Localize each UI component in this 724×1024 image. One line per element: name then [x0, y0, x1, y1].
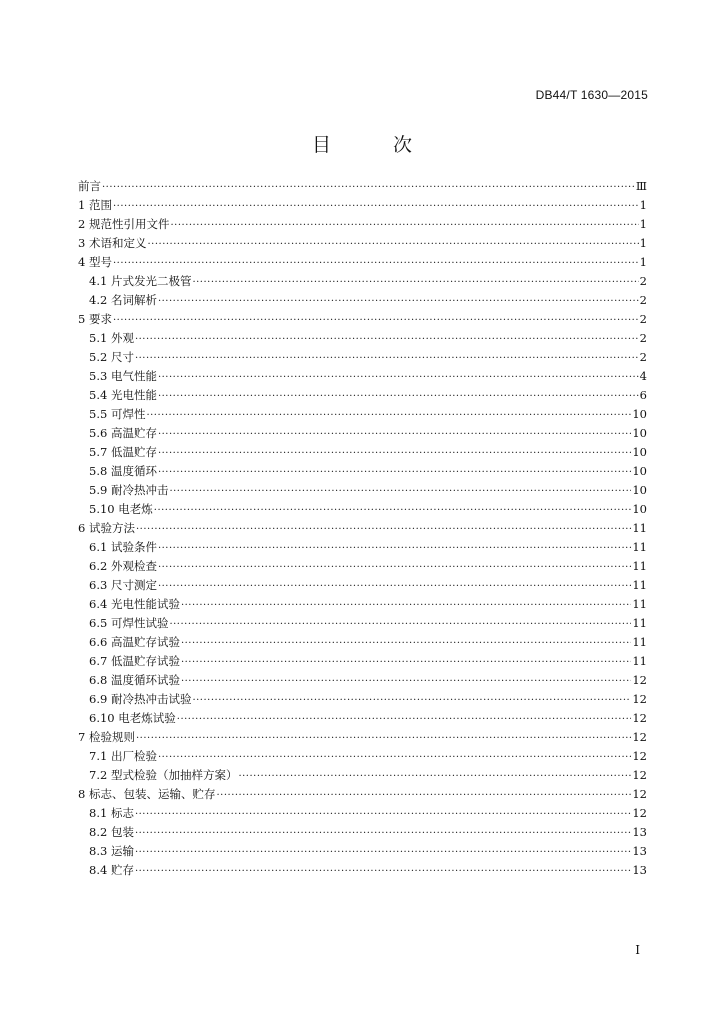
toc-entry-page: 11	[632, 654, 647, 668]
toc-dot-leader	[158, 752, 631, 763]
toc-entry[interactable]	[78, 786, 647, 805]
toc-entry-page: 11	[632, 597, 647, 611]
toc-entry-label: 7.2 型式检验（加抽样方案）	[89, 768, 238, 782]
toc-entry-page: 13	[632, 825, 647, 839]
table-of-contents	[78, 178, 647, 881]
toc-dot-leader	[136, 524, 631, 535]
toc-entry-page: Ⅲ	[635, 179, 647, 193]
toc-dot-leader	[181, 600, 631, 611]
toc-dot-leader	[113, 258, 639, 269]
page-number: I	[635, 943, 640, 957]
toc-dot-leader	[158, 448, 631, 459]
toc-entry-label: 6.8 温度循环试验	[89, 673, 180, 687]
toc-entry-page: 13	[632, 844, 647, 858]
toc-dot-leader	[135, 847, 631, 858]
toc-entry-label: 8.3 运输	[89, 844, 134, 858]
toc-dot-leader	[135, 809, 631, 820]
toc-dot-leader	[154, 505, 632, 516]
toc-entry-page: 11	[632, 635, 647, 649]
toc-dot-leader	[192, 277, 638, 288]
toc-entry-page: 11	[632, 578, 647, 592]
toc-dot-leader	[158, 581, 631, 592]
toc-entry-page: 1	[639, 236, 647, 250]
toc-dot-leader	[135, 828, 631, 839]
toc-dot-leader	[135, 353, 639, 364]
toc-entry-page: 11	[632, 616, 647, 630]
toc-entry-label: 6.2 外观检查	[89, 559, 157, 573]
toc-entry-label: 3 术语和定义	[78, 236, 147, 250]
toc-entry-page: 2	[639, 312, 647, 326]
toc-entry-page: 11	[632, 540, 647, 554]
toc-entry-page: 10	[632, 407, 647, 421]
toc-entry-label: 7.1 出厂检验	[89, 749, 157, 763]
toc-entry[interactable]	[78, 425, 647, 444]
toc-entry-page: 1	[639, 217, 647, 231]
toc-entry-label: 6.4 光电性能试验	[89, 597, 180, 611]
toc-entry-page: 1	[639, 255, 647, 269]
toc-entry-label: 8.1 标志	[89, 806, 134, 820]
toc-entry[interactable]	[78, 463, 647, 482]
toc-dot-leader	[181, 638, 631, 649]
toc-dot-leader	[113, 201, 639, 212]
toc-entry-label: 6 试验方法	[78, 521, 135, 535]
toc-dot-leader	[146, 410, 631, 421]
toc-entry[interactable]	[78, 558, 647, 577]
toc-dot-leader	[147, 239, 638, 250]
toc-entry[interactable]	[78, 729, 647, 748]
toc-entry[interactable]	[78, 349, 647, 368]
toc-entry-page: 2	[639, 274, 647, 288]
toc-entry-label: 6.3 尺寸测定	[89, 578, 157, 592]
toc-entry-label: 5 要求	[78, 312, 112, 326]
toc-entry[interactable]	[78, 444, 647, 463]
toc-entry[interactable]	[78, 235, 647, 254]
toc-entry-page: 2	[639, 331, 647, 345]
toc-dot-leader	[158, 543, 631, 554]
toc-entry-page: 12	[632, 692, 647, 706]
toc-entry[interactable]	[78, 748, 647, 767]
toc-dot-leader	[238, 771, 631, 782]
toc-dot-leader	[136, 733, 631, 744]
toc-dot-leader	[170, 220, 638, 231]
toc-entry-label: 6.1 试验条件	[89, 540, 157, 554]
toc-entry[interactable]	[78, 178, 647, 197]
toc-dot-leader	[169, 619, 631, 630]
toc-entry[interactable]	[78, 653, 647, 672]
toc-entry-label: 5.8 温度循环	[89, 464, 157, 478]
toc-entry-label: 5.9 耐冷热冲击	[89, 483, 169, 497]
toc-entry-label: 4.2 名词解析	[89, 293, 157, 307]
toc-entry-page: 12	[632, 806, 647, 820]
toc-entry-label: 1 范围	[78, 198, 112, 212]
toc-entry-label: 5.6 高温贮存	[89, 426, 157, 440]
toc-entry-label: 5.4 光电性能	[89, 388, 157, 402]
toc-entry-page: 10	[632, 445, 647, 459]
toc-entry-label: 8 标志、包装、运输、贮存	[78, 787, 216, 801]
toc-dot-leader	[135, 334, 639, 345]
toc-entry[interactable]	[78, 596, 647, 615]
toc-dot-leader	[169, 486, 631, 497]
toc-entry[interactable]	[78, 273, 647, 292]
toc-entry-page: 12	[632, 711, 647, 725]
toc-entry-page: 10	[632, 483, 647, 497]
toc-entry-label: 5.10 电老炼	[89, 502, 153, 516]
toc-entry[interactable]	[78, 824, 647, 843]
toc-entry-label: 8.4 贮存	[89, 863, 134, 877]
toc-entry-page: 12	[632, 787, 647, 801]
page-title: 目 次	[311, 134, 441, 156]
toc-entry-page: 2	[639, 350, 647, 364]
toc-dot-leader	[181, 657, 631, 668]
toc-entry[interactable]	[78, 311, 647, 330]
toc-dot-leader	[158, 372, 639, 383]
toc-entry-page: 1	[639, 198, 647, 212]
toc-dot-leader	[158, 429, 631, 440]
toc-entry-page: 2	[639, 293, 647, 307]
toc-dot-leader	[158, 296, 639, 307]
toc-entry[interactable]	[78, 634, 647, 653]
toc-dot-leader	[181, 676, 631, 687]
toc-entry-page: 6	[639, 388, 647, 402]
toc-entry-label: 8.2 包装	[89, 825, 134, 839]
toc-entry-label: 5.5 可焊性	[89, 407, 146, 421]
toc-entry[interactable]	[78, 482, 647, 501]
toc-entry[interactable]	[78, 292, 647, 311]
toc-dot-leader	[158, 562, 631, 573]
toc-entry-label: 5.3 电气性能	[89, 369, 157, 383]
toc-entry[interactable]	[78, 862, 647, 881]
toc-dot-leader	[102, 182, 635, 193]
toc-entry-page: 4	[639, 369, 647, 383]
toc-dot-leader	[135, 866, 631, 877]
toc-entry-label: 5.2 尺寸	[89, 350, 134, 364]
toc-entry-label: 4.1 片式发光二极管	[89, 274, 192, 288]
toc-entry[interactable]	[78, 387, 647, 406]
toc-entry-label: 5.1 外观	[89, 331, 134, 345]
toc-entry-label: 前言	[78, 179, 101, 193]
toc-entry[interactable]	[78, 767, 647, 786]
toc-entry-page: 11	[632, 521, 647, 535]
toc-entry-label: 6.6 高温贮存试验	[89, 635, 180, 649]
toc-entry[interactable]	[78, 216, 647, 235]
toc-entry-label: 6.10 电老炼试验	[89, 711, 176, 725]
toc-entry-page: 13	[632, 863, 647, 877]
toc-entry-page: 12	[632, 730, 647, 744]
toc-entry-page: 12	[632, 673, 647, 687]
toc-entry-page: 10	[632, 426, 647, 440]
toc-entry[interactable]	[78, 710, 647, 729]
toc-entry-label: 5.7 低温贮存	[89, 445, 157, 459]
toc-entry[interactable]	[78, 577, 647, 596]
toc-dot-leader	[216, 790, 631, 801]
toc-entry[interactable]	[78, 330, 647, 349]
toc-dot-leader	[158, 467, 631, 478]
toc-entry-label: 6.9 耐冷热冲击试验	[89, 692, 192, 706]
toc-entry-label: 4 型号	[78, 255, 112, 269]
toc-entry-label: 6.7 低温贮存试验	[89, 654, 180, 668]
toc-entry[interactable]	[78, 197, 647, 216]
toc-entry[interactable]	[78, 368, 647, 387]
toc-entry[interactable]	[78, 672, 647, 691]
toc-entry-page: 12	[632, 768, 647, 782]
toc-entry-label: 2 规范性引用文件	[78, 217, 170, 231]
toc-entry[interactable]	[78, 843, 647, 862]
toc-entry-page: 10	[632, 464, 647, 478]
toc-entry[interactable]	[78, 539, 647, 558]
toc-dot-leader	[177, 714, 632, 725]
toc-entry-label: 7 检验规则	[78, 730, 135, 744]
toc-entry[interactable]	[78, 615, 647, 634]
toc-entry[interactable]	[78, 406, 647, 425]
toc-dot-leader	[158, 391, 639, 402]
toc-entry-label: 6.5 可焊性试验	[89, 616, 169, 630]
standard-code: DB44/T 1630—2015	[535, 88, 648, 102]
toc-entry-page: 10	[632, 502, 647, 516]
toc-entry[interactable]	[78, 254, 647, 273]
toc-entry[interactable]	[78, 805, 647, 824]
toc-dot-leader	[113, 315, 639, 326]
toc-entry[interactable]	[78, 501, 647, 520]
toc-entry-page: 12	[632, 749, 647, 763]
toc-dot-leader	[192, 695, 631, 706]
toc-entry[interactable]	[78, 691, 647, 710]
toc-entry[interactable]	[78, 520, 647, 539]
toc-entry-page: 11	[632, 559, 647, 573]
